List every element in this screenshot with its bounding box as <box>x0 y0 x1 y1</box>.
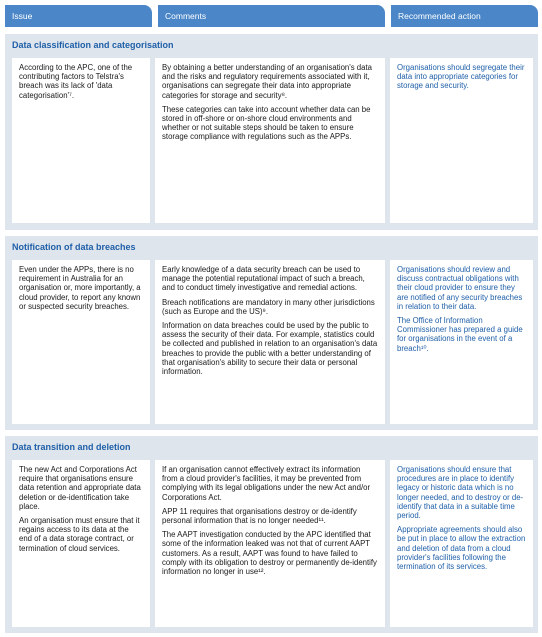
issue-text: The new Act and Corporations Act require that organisations ensure data retention and appropriate data deletion or de-identification take place. <box>19 465 141 511</box>
recommended-text: The Office of Information Commissioner has prepared a guide for organisations in the event of a breach¹⁰. <box>397 316 523 353</box>
comment-text: If an organisation cannot effectively extract its information from a cloud provider's facilities, it may be prevented from complying with its legal obligations under the new Act and/or Corporations Act. <box>162 465 371 502</box>
section-title: Data classification and categorisation <box>12 40 174 50</box>
section-data-classification <box>5 34 538 230</box>
comment-text: Information on data breaches could be used by the public to assess the security of their data. For example, statistics could be collected and published in relation to an organisation's data breaches to provide the public with a better understanding of that organisation's ability to secure their data or personal information. <box>162 321 378 377</box>
section-title: Data transition and deletion <box>12 442 131 452</box>
comment-text: APP 11 requires that organisations destroy or de-identify personal information that is no longer needed¹¹. <box>162 506 357 526</box>
header-issue: Issue <box>5 5 152 27</box>
comments-cell <box>155 260 385 424</box>
recommended-text: Organisations should segregate their data into appropriate categories for storage and security. <box>397 63 525 91</box>
section-data-transition-and-deletion <box>5 436 538 633</box>
comment-text: These categories can take into account whether data can be stored in off-shore or on-shore cloud environments and whether or not suitable steps should be taken to ensure storage compliance with regulations such as the APPs. <box>162 104 371 142</box>
recommended-text: Appropriate agreements should also be put in place to allow the extraction and deletion of data from a cloud provider's facilities following the termination of its services. <box>397 525 526 572</box>
issue-cell <box>12 260 150 424</box>
recommended-text: Organisations should ensure that procedures are in place to identify legacy or historic data which is no longer needed, and to destroy or de-identify that data in a suitable time period. <box>397 465 524 521</box>
issue-text: According to the APC, one of the contributing factors to Telstra's breach was its lack of 'data categorisation'⁷. <box>19 63 133 100</box>
comment-text: Breach notifications are mandatory in many other jurisdictions (such as Europe and the US)⁹. <box>162 297 375 316</box>
issue-cell <box>12 460 150 627</box>
recommended-cell <box>390 460 533 627</box>
issue-text: Even under the APPs, there is no requirement in Australia for an organisation or, more importantly, a cloud provider, to report any known or suspected security breaches. <box>19 265 141 311</box>
issue-text: An organisation must ensure that it regains access to its data at the end of a data storage contract, or termination of cloud services. <box>19 516 140 553</box>
recommended-cell <box>390 260 533 424</box>
comments-cell <box>155 460 385 627</box>
recommended-cell <box>390 58 533 223</box>
recommended-text: Organisations should review and discuss contractual obligations with their cloud provider to ensure they are notified of any security breaches in relation to their data. <box>397 265 523 311</box>
header-comments: Comments <box>158 5 385 27</box>
header-recommended-action: Recommended action <box>391 5 538 27</box>
comment-text: Early knowledge of a data security breach can be used to manage the potential reputational impact of such a breach, and to conduct timely investigative and remedial actions. <box>162 265 365 293</box>
section-title: Notification of data breaches <box>12 242 136 252</box>
comment-text: The AAPT investigation conducted by the APC identified that some of the information leaked was not that of current AAPT customers. As a result, AAPT was found to have failed to comply with its obligation to destroy or permanently de-identify information no longer in use¹². <box>162 530 377 577</box>
comments-cell <box>155 58 385 223</box>
comment-text: By obtaining a better understanding of an organisation's data and the risks and regulatory requirements associated with it, organisations can segregate their data into appropriate categories for storage and security⁸. <box>162 63 372 100</box>
issue-cell <box>12 58 150 223</box>
section-notification-of-data-breaches <box>5 236 538 430</box>
